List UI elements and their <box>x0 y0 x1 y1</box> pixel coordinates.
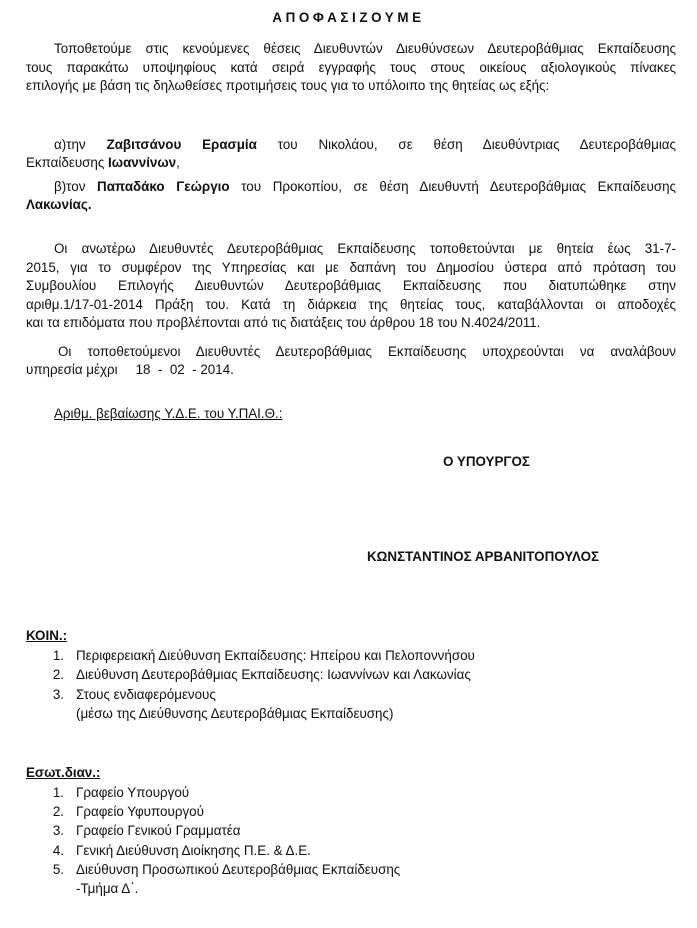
decision-heading: ΑΠΟΦΑΣΙΖΟΥΜΕ <box>272 10 425 25</box>
internal-item-number: 2. <box>52 804 64 819</box>
appointment-a-line-1 <box>54 136 676 155</box>
report-line-2 <box>26 362 234 377</box>
appointment-a-region: Ιωαννίνων <box>108 154 177 170</box>
internal-item-5-note: -Τμήμα Δ΄. <box>76 881 139 896</box>
appointment-a-name: Ζαβιτσάνου Ερασμία <box>106 137 257 152</box>
koin-item-number: 1. <box>52 648 64 663</box>
appointment-a-comma: , <box>176 154 180 170</box>
internal-item-text: Γραφείο Γενικού Γραμματέα <box>76 823 241 838</box>
internal-item-number: 3. <box>52 823 64 838</box>
report-paragraph <box>58 343 676 362</box>
koin-label: ΚΟΙΝ.: <box>26 628 68 643</box>
term-line-1: Οι ανωτέρω Διευθυντές Δευτεροβάθμιας Εκπαίδευσης τοποθετούνται με θητεία έως 31-7- <box>54 241 676 256</box>
appointment-a-details: του Νικολάου, σε θέση Διευθύντριας Δευτεροβάθμιας <box>277 137 676 152</box>
appointment-b <box>54 178 676 197</box>
koin-item-text: Περιφερειακή Διεύθυνση Εκπαίδευσης: Ηπείρου και Πελοποννήσου <box>76 648 475 663</box>
signatory-title: Ο ΥΠΟΥΡΓΟΣ <box>443 454 530 469</box>
term-paragraph <box>54 240 676 259</box>
appointment-a-line2-prefix: Εκπαίδευσης <box>26 154 105 170</box>
term-line-5: και τα επιδόματα που προβλέπονται από τις διατάξεις του άρθρου 18 του Ν.4024/2011. <box>26 315 541 331</box>
appointment-b-region <box>26 197 92 212</box>
term-line-2: 2015, για το συμφέρον της Υπηρεσίας και με δαπάνη του Δημοσίου ύστερα από πρόταση του <box>26 259 676 275</box>
intro-line-2: τους παρακάτω υποψηφίους κατά σειρά εγγραφής τους στους οικείους αξιολογικούς πίνακες <box>26 59 676 75</box>
appointment-a-prefix: α)την <box>54 137 86 152</box>
appointment-b-line-1 <box>54 178 676 197</box>
appointment-b-prefix: β)τον <box>54 179 86 194</box>
appointment-b-details: του Προκοπίου, σε θέση Διευθυντή Δευτεροβάθμιας Εκπαίδευσης <box>241 179 676 194</box>
term-line-4: αριθμ.1/17-01-2014 Πράξη του. Κατά τη διάρκεια της θητείας τους, καταβάλλονται οι αποδοχές <box>26 296 676 312</box>
koin-item-number: 2. <box>52 667 64 682</box>
signatory-name: ΚΩΝΣΤΑΝΤΙΝΟΣ ΑΡΒΑΝΙΤΟΠΟΥΛΟΣ <box>367 549 600 564</box>
koin-item-text: Διεύθυνση Δευτεροβάθμιας Εκπαίδευσης: Ιωαννίνων και Λακωνίας <box>76 667 471 682</box>
internal-item-text: Γραφείο Υπουργού <box>76 785 190 800</box>
koin-item-number: 3. <box>52 687 64 702</box>
intro-paragraph <box>54 40 676 59</box>
internal-item-text: Γενική Διεύθυνση Διοίκησης Π.Ε. & Δ.Ε. <box>76 843 311 858</box>
budget-certification: Αριθμ. βεβαίωσης Υ.Δ.Ε. του Υ.ΠΑΙ.Θ.: <box>54 406 283 421</box>
internal-item-number: 4. <box>52 843 64 858</box>
intro-paragraph-cont <box>26 59 676 96</box>
term-paragraph-cont <box>26 259 676 333</box>
report-line-1: Οι τοποθετούμενοι Διευθυντές Δευτεροβάθμιας Εκπαίδευσης υποχρεούνται να αναλάβουν <box>58 344 676 359</box>
report-date: 18 - 02 - 2014. <box>135 362 234 377</box>
internal-distribution-label: Εσωτ.διαν.: <box>26 765 101 780</box>
koin-item-text: Στους ενδιαφερόμενους <box>76 687 216 702</box>
internal-item-number: 1. <box>52 785 64 800</box>
intro-line-3: επιλογής με βάση τις δηλωθείσες προτιμήσεις τους για το υπόλοιπο της θητείας ως εξής: <box>26 78 550 94</box>
appointment-b-name: Παπαδάκο Γεώργιο <box>97 179 230 194</box>
appointment-b-region-text: Λακωνίας. <box>26 197 92 212</box>
internal-item-number: 5. <box>52 862 64 877</box>
appointment-a-line-2 <box>26 155 180 170</box>
term-line-3: Συμβουλίου Επιλογής Διευθυντών Δευτεροβάθμιας Εκπαίδευσης που διατυπώθηκε στην <box>26 278 676 294</box>
report-until-text: υπηρεσία μέχρι <box>26 362 118 377</box>
internal-item-text: Γραφείο Υφυπουργού <box>76 804 204 819</box>
koin-item-3-note: (μέσω της Διεύθυνσης Δευτεροβάθμιας Εκπαίδευσης) <box>76 706 394 721</box>
intro-line-1: Τοποθετούμε στις κενούμενες θέσεις Διευθυντών Διευθύνσεων Δευτεροβάθμιας Εκπαίδευσης <box>54 41 676 56</box>
appointment-a <box>54 136 676 155</box>
internal-item-text: Διεύθυνση Προσωπικού Δευτεροβάθμιας Εκπαίδευσης <box>76 862 401 877</box>
